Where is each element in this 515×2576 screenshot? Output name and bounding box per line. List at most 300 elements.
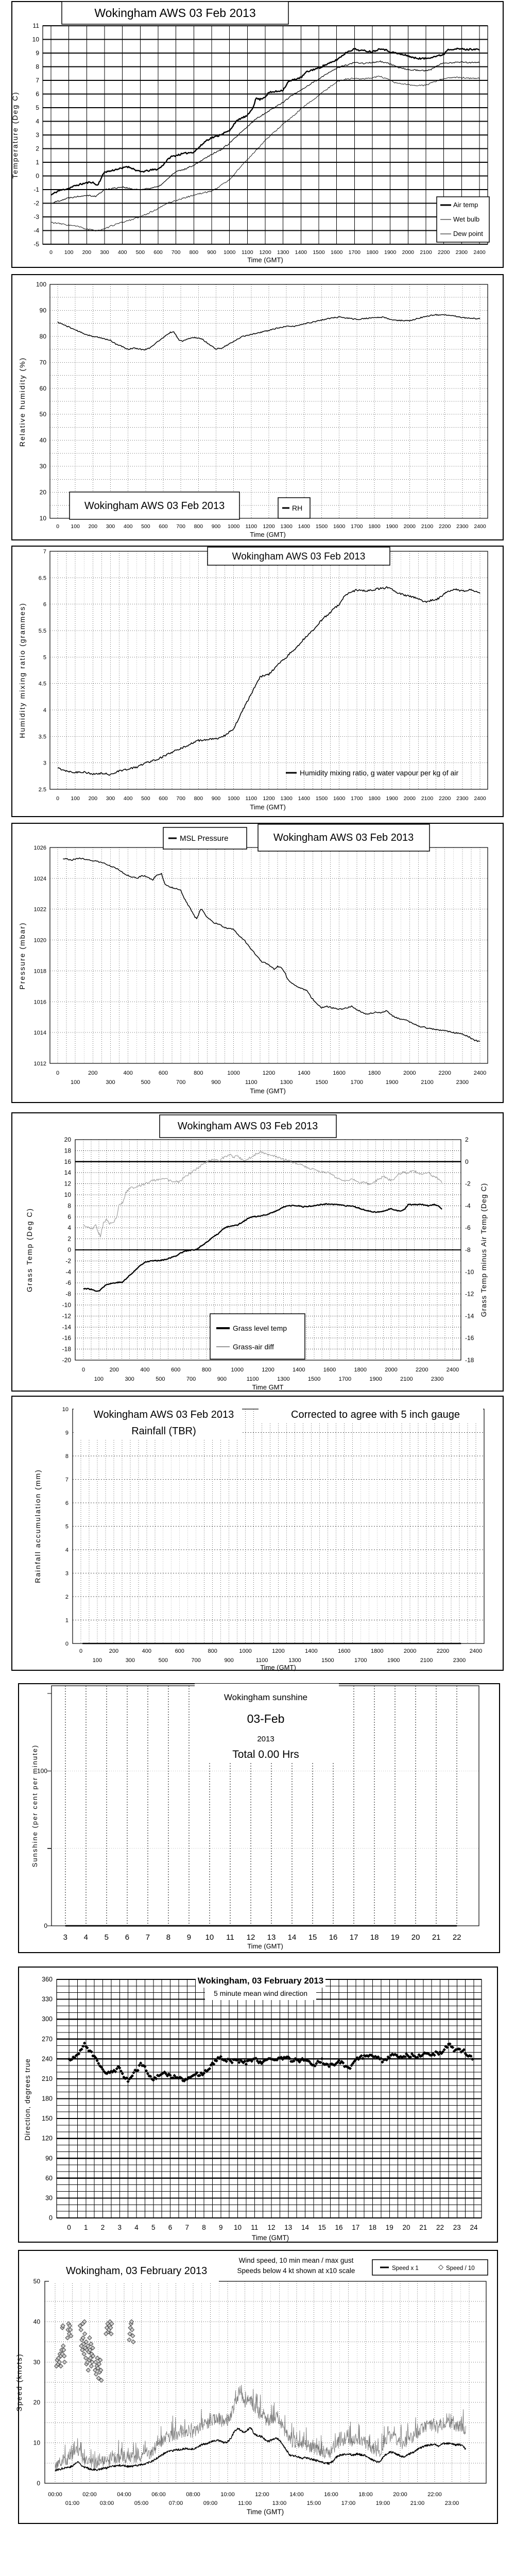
x-tick-label: 20:00 <box>393 2492 407 2498</box>
x-tick-label: 1800 <box>368 523 381 530</box>
x-tick-label: 0 <box>56 523 59 530</box>
y2-tick-label: -4 <box>465 1202 471 1210</box>
y2-tick-label: -16 <box>465 1334 474 1342</box>
y-tick-label: -1 <box>33 186 39 193</box>
y-tick-label: 5 <box>36 104 39 111</box>
x-tick-label: 700 <box>171 249 181 256</box>
x-tick-label: 11:00 <box>238 2500 252 2506</box>
x-tick-label: 1900 <box>387 1657 400 1664</box>
y-axis-label: Temperature (Deg C) <box>11 91 19 179</box>
x-axis-label: Time (GMT) <box>247 256 283 264</box>
x-tick-label: 2400 <box>446 1367 459 1373</box>
x-tick-label: 07:00 <box>168 2500 183 2506</box>
x-tick-label: 18 <box>368 2224 377 2231</box>
x-tick-label: 1200 <box>272 1648 285 1654</box>
y-tick-label: 10 <box>62 1406 68 1413</box>
y-axis-label: Rainfall accumulation (mm) <box>33 1469 42 1583</box>
x-tick-label: 1300 <box>280 523 293 530</box>
x-tick-label: 23 <box>453 2224 461 2231</box>
x-tick-label: 19:00 <box>375 2500 390 2506</box>
x-axis-label: Time (GMT) <box>246 2508 284 2516</box>
x-tick-label: 21 <box>419 2224 427 2231</box>
x-tick-label: 1400 <box>293 1367 305 1373</box>
x-tick-label: 6 <box>125 1933 130 1942</box>
x-tick-label: 13 <box>284 2224 293 2231</box>
x-tick-label: 13:00 <box>272 2500 287 2506</box>
y-axis-label: Pressure (mbar) <box>18 922 26 990</box>
x-tick-label: 1600 <box>333 1070 346 1076</box>
y-tick-label: 9 <box>65 1430 68 1436</box>
panel-title: Wokingham AWS 03 Feb 2013 <box>232 551 366 562</box>
y-tick-label: 150 <box>42 2115 53 2123</box>
x-tick-label: 600 <box>158 1070 168 1076</box>
x-tick-label: 200 <box>88 523 98 530</box>
x-tick-label: 600 <box>175 1648 184 1654</box>
x-tick-label: 20 <box>402 2224 410 2231</box>
x-tick-label: 200 <box>88 1070 98 1076</box>
x-tick-label: 19 <box>390 1933 400 1942</box>
x-tick-label: 300 <box>125 1657 135 1664</box>
x-tick-label: 15 <box>308 1933 317 1942</box>
y-tick-label: 360 <box>42 1976 53 1983</box>
y2-axis-label: Grass Temp minus Air Temp (Deg C) <box>479 1182 488 1317</box>
y-tick-label: -4 <box>33 227 39 234</box>
y-tick-label: 4 <box>67 1224 71 1232</box>
y-tick-label: 1016 <box>33 999 46 1006</box>
x-tick-label: 900 <box>217 1376 227 1382</box>
x-tick-label: 300 <box>106 523 115 530</box>
x-tick-label: 1500 <box>321 1657 334 1664</box>
x-tick-label: 2200 <box>436 1648 450 1654</box>
x-tick-label: 1200 <box>263 523 275 530</box>
y-tick-label: 1022 <box>33 906 46 913</box>
x-tick-label: 14 <box>287 1933 297 1942</box>
x-tick-label: 0 <box>81 1367 85 1373</box>
x-tick-label: 1500 <box>315 1079 328 1086</box>
x-tick-label: 400 <box>123 795 133 802</box>
x-tick-label: 5 <box>151 2224 156 2231</box>
x-tick-label: 2200 <box>438 523 451 530</box>
x-tick-label: 22:00 <box>427 2492 442 2498</box>
x-axis-label: Time (GMT) <box>250 803 286 811</box>
y2-tick-label: -8 <box>465 1246 471 1253</box>
x-tick-label: 21 <box>432 1933 441 1942</box>
y-tick-label: -2 <box>65 1257 71 1265</box>
y-tick-label: 10 <box>64 1191 71 1198</box>
panel-date: 03-Feb <box>247 1712 285 1725</box>
x-tick-label: 08:00 <box>186 2492 200 2498</box>
y-tick-label: 100 <box>37 1767 47 1775</box>
x-tick-label: 0 <box>56 795 59 802</box>
x-tick-label: 9 <box>186 1933 192 1942</box>
y-tick-label: -8 <box>65 1290 71 1298</box>
x-tick-label: 500 <box>141 795 150 802</box>
y-tick-label: 1012 <box>33 1061 46 1067</box>
y2-tick-label: -18 <box>465 1357 474 1364</box>
x-tick-label: 2200 <box>437 249 450 256</box>
y-tick-label: 6 <box>65 1500 68 1506</box>
x-tick-label: 01:00 <box>65 2500 80 2506</box>
x-tick-label: 5 <box>104 1933 109 1942</box>
y-tick-label: 6 <box>36 90 39 98</box>
x-tick-label: 1000 <box>227 1070 240 1076</box>
x-tick-label: 1200 <box>262 1070 276 1076</box>
x-tick-label: 1800 <box>366 249 379 256</box>
x-tick-label: 11 <box>226 1933 234 1942</box>
x-tick-label: 1400 <box>298 795 311 802</box>
x-tick-label: 8 <box>166 1933 171 1942</box>
y2-tick-label: -14 <box>465 1312 474 1320</box>
x-tick-label: 1600 <box>333 523 346 530</box>
x-tick-label: 2300 <box>453 1657 466 1664</box>
panel-title: Wokingham AWS 03 Feb 2013 <box>273 832 414 843</box>
panel-title: Wokingham sunshine <box>224 1692 308 1702</box>
y-tick-label: 7 <box>36 77 39 84</box>
y-tick-label: 10 <box>39 515 46 522</box>
y-tick-label: 0 <box>37 2480 40 2487</box>
x-tick-label: 05:00 <box>134 2500 149 2506</box>
y-tick-label: 0 <box>44 1922 47 1929</box>
legend-label: Air temp <box>453 201 478 209</box>
legend-label: Humidity mixing ratio, g water vapour per kg of air <box>300 769 459 777</box>
x-tick-label: 300 <box>106 1079 115 1086</box>
x-tick-label: 100 <box>71 523 80 530</box>
y-tick-label: 70 <box>39 359 46 366</box>
y-tick-label: 2.5 <box>38 787 46 793</box>
y-tick-label: 3 <box>43 760 46 767</box>
x-tick-label: 2000 <box>403 1648 417 1654</box>
x-tick-label: 2100 <box>420 249 432 256</box>
y-tick-label: 5.5 <box>38 628 46 634</box>
x-tick-label: 10:00 <box>220 2492 235 2498</box>
y-tick-label: 120 <box>42 2134 53 2142</box>
x-tick-label: 2000 <box>402 249 415 256</box>
y-tick-label: 10 <box>32 36 39 43</box>
y-tick-label: -18 <box>62 1345 71 1353</box>
x-tick-label: 06:00 <box>151 2492 166 2498</box>
y-tick-label: -10 <box>62 1301 71 1309</box>
y-tick-label: -16 <box>62 1334 71 1342</box>
legend-label: Grass level temp <box>233 1324 287 1332</box>
y-tick-label: -12 <box>62 1312 71 1320</box>
x-tick-label: 10 <box>205 1933 214 1942</box>
y-tick-label: 4 <box>36 117 39 125</box>
x-tick-label: 500 <box>158 1657 168 1664</box>
x-tick-label: 20 <box>411 1933 420 1942</box>
x-tick-label: 22 <box>452 1933 461 1942</box>
y-axis-label: Humidity mixing ratio (grammes) <box>18 602 26 738</box>
y-tick-label: 80 <box>39 332 46 340</box>
x-tick-label: 800 <box>194 795 203 802</box>
x-tick-label: 700 <box>186 1376 196 1382</box>
y-tick-label: 4 <box>65 1547 68 1553</box>
x-tick-label: 1300 <box>288 1657 301 1664</box>
panel-title: Wokingham AWS 03 Feb 2013 <box>84 500 225 512</box>
x-tick-label: 1900 <box>386 523 398 530</box>
y2-tick-label: -2 <box>465 1180 471 1188</box>
x-tick-label: 2100 <box>400 1376 413 1382</box>
y-tick-label: 40 <box>39 436 46 444</box>
x-tick-label: 1900 <box>369 1376 382 1382</box>
y2-tick-label: 0 <box>465 1158 469 1165</box>
x-tick-label: 300 <box>106 795 115 802</box>
y-tick-label: 10 <box>33 2439 40 2447</box>
panel-year: 2013 <box>257 1735 274 1743</box>
x-tick-label: 2200 <box>438 1070 451 1076</box>
panel-title: Wokingham, 03 February 2013 <box>66 2265 208 2277</box>
y-tick-label: 40 <box>33 2318 40 2326</box>
x-tick-label: 500 <box>141 1079 151 1086</box>
x-tick-label: 23:00 <box>444 2500 459 2506</box>
x-tick-label: 12:00 <box>255 2492 269 2498</box>
x-tick-label: 14:00 <box>289 2492 304 2498</box>
x-tick-label: 2400 <box>473 1070 487 1076</box>
x-tick-label: 2400 <box>474 523 486 530</box>
x-tick-label: 400 <box>142 1648 152 1654</box>
x-tick-label: 1000 <box>239 1648 252 1654</box>
x-tick-label: 1900 <box>385 1079 399 1086</box>
x-tick-label: 0 <box>79 1648 83 1654</box>
x-tick-label: 17 <box>352 2224 360 2231</box>
x-tick-label: 1000 <box>223 249 236 256</box>
y-tick-label: 8 <box>36 63 39 71</box>
x-tick-label: 400 <box>140 1367 150 1373</box>
panel-subtitle2: Speeds below 4 kt shown at x10 scale <box>237 2267 355 2275</box>
x-tick-label: 2400 <box>474 795 486 802</box>
x-tick-label: 600 <box>171 1367 181 1373</box>
y-tick-label: 20 <box>64 1136 71 1143</box>
x-tick-label: 22 <box>436 2224 444 2231</box>
panel-total: Total 0.00 Hrs <box>232 1749 299 1760</box>
y-tick-label: 50 <box>39 411 46 418</box>
legend-label: Grass-air diff <box>233 1343 274 1351</box>
y-tick-label: 4 <box>43 707 46 714</box>
x-tick-label: 700 <box>176 523 185 530</box>
x-tick-label: 2000 <box>403 523 416 530</box>
y-tick-label: 1018 <box>33 968 46 975</box>
x-tick-label: 2100 <box>421 795 434 802</box>
x-tick-label: 1000 <box>231 1367 244 1373</box>
y-axis-label: Grass Temp (Deg C) <box>25 1207 33 1293</box>
x-tick-label: 24 <box>470 2224 478 2231</box>
x-tick-label: 500 <box>135 249 145 256</box>
panel-annotation: Corrected to agree with 5 inch gauge <box>291 1409 460 1420</box>
y-tick-label: 0 <box>49 2214 53 2222</box>
x-tick-label: 13 <box>267 1933 276 1942</box>
x-axis-label: Time (GMT) <box>250 531 286 538</box>
x-tick-label: 600 <box>153 249 163 256</box>
legend-label: Speed x 1 <box>392 2265 419 2272</box>
x-tick-label: 18 <box>370 1933 379 1942</box>
x-tick-label: 1500 <box>315 523 328 530</box>
x-tick-label: 2300 <box>455 249 468 256</box>
x-tick-label: 900 <box>224 1657 234 1664</box>
x-axis-label: Time (GMT) <box>260 1664 296 1671</box>
y-tick-label: 6 <box>43 601 46 608</box>
x-tick-label: 1800 <box>371 1648 384 1654</box>
x-tick-label: 800 <box>194 523 203 530</box>
x-tick-label: 1900 <box>384 249 397 256</box>
x-tick-label: 1700 <box>354 1657 367 1664</box>
x-tick-label: 14 <box>301 2224 310 2231</box>
y-tick-label: 1020 <box>33 937 46 944</box>
x-tick-label: 12 <box>246 1933 255 1942</box>
x-tick-label: 1600 <box>338 1648 351 1654</box>
y-tick-label: -2 <box>33 199 39 207</box>
x-tick-label: 1800 <box>354 1367 367 1373</box>
x-tick-label: 1900 <box>386 795 398 802</box>
x-tick-label: 2100 <box>421 1079 434 1086</box>
y-tick-label: 30 <box>45 2194 53 2202</box>
y-tick-label: 20 <box>39 488 46 496</box>
x-tick-label: 100 <box>92 1657 102 1664</box>
x-tick-label: 2400 <box>473 249 486 256</box>
panel-title: Wokingham, 03 February 2013 <box>197 1976 324 1986</box>
x-tick-label: 7 <box>145 1933 150 1942</box>
x-tick-label: 03:00 <box>99 2500 114 2506</box>
legend-label: Wet bulb <box>453 215 480 223</box>
x-tick-label: 3 <box>63 1933 67 1942</box>
y-axis-label: Sunshine (per cent per minute) <box>31 1744 39 1868</box>
y-tick-label: 8 <box>65 1453 68 1460</box>
y-tick-label: 330 <box>42 1995 53 2003</box>
x-tick-label: 400 <box>117 249 127 256</box>
x-tick-label: 0 <box>67 2224 71 2231</box>
y-tick-label: 0 <box>36 172 39 180</box>
y-tick-label: -4 <box>65 1268 71 1276</box>
x-tick-label: 21:00 <box>410 2500 425 2506</box>
x-tick-label: 00:00 <box>48 2492 62 2498</box>
x-tick-label: 1800 <box>368 1070 381 1076</box>
y-tick-label: 0 <box>67 1246 71 1253</box>
x-tick-label: 1700 <box>351 795 363 802</box>
x-tick-label: 1500 <box>315 795 328 802</box>
x-tick-label: 1300 <box>277 249 289 256</box>
x-tick-label: 500 <box>156 1376 165 1382</box>
x-tick-label: 200 <box>88 795 98 802</box>
y2-tick-label: 2 <box>465 1136 469 1143</box>
x-tick-label: 1000 <box>227 523 240 530</box>
x-tick-label: 1400 <box>298 523 311 530</box>
y-tick-label: 2 <box>36 145 39 152</box>
y-tick-label: 6.5 <box>38 575 46 582</box>
x-tick-label: 2000 <box>385 1367 398 1373</box>
y-tick-label: 20 <box>33 2399 40 2406</box>
x-tick-label: 16:00 <box>324 2492 338 2498</box>
y-tick-label: -6 <box>65 1279 71 1287</box>
y-tick-label: 60 <box>45 2174 53 2182</box>
x-tick-label: 8 <box>202 2224 206 2231</box>
panel-title: Wokingham AWS 03 Feb 2013 <box>94 6 256 20</box>
x-tick-label: 1500 <box>307 1376 321 1382</box>
x-tick-label: 700 <box>176 1079 186 1086</box>
y2-tick-label: -6 <box>465 1224 471 1232</box>
x-tick-label: 7 <box>185 2224 190 2231</box>
panel-title: Wokingham AWS 03 Feb 2013 <box>93 1409 234 1420</box>
x-tick-label: 400 <box>123 523 133 530</box>
panel-title: Wokingham AWS 03 Feb 2013 <box>177 1121 318 1132</box>
y-tick-label: 1 <box>65 1617 68 1624</box>
panel-subtitle: Wind speed, 10 min mean / max gust <box>238 2257 354 2264</box>
x-tick-label: 2300 <box>456 523 469 530</box>
x-tick-label: 500 <box>141 523 150 530</box>
y-tick-label: 14 <box>64 1169 71 1177</box>
y-tick-label: 300 <box>42 2015 53 2023</box>
y-tick-label: 210 <box>42 2075 53 2082</box>
x-tick-label: 6 <box>168 2224 173 2231</box>
y-tick-label: -5 <box>33 241 39 248</box>
x-tick-label: 800 <box>189 249 199 256</box>
y-tick-label: 5 <box>43 654 46 661</box>
y-tick-label: 3 <box>65 1570 68 1577</box>
x-tick-label: 300 <box>125 1376 134 1382</box>
y-tick-label: 18 <box>64 1147 71 1155</box>
x-tick-label: 2000 <box>403 795 416 802</box>
x-tick-label: 1700 <box>351 523 363 530</box>
y-tick-label: -3 <box>33 213 39 221</box>
y-tick-label: 3.5 <box>38 734 46 740</box>
y-tick-label: 1014 <box>33 1030 46 1037</box>
y-tick-label: 6 <box>67 1213 71 1221</box>
x-tick-label: 1100 <box>246 1376 259 1382</box>
y-tick-label: 8 <box>67 1202 71 1210</box>
y-tick-label: 11 <box>32 22 39 29</box>
x-tick-label: 900 <box>207 249 216 256</box>
x-tick-label: 200 <box>109 1367 119 1373</box>
x-tick-label: 10 <box>233 2224 242 2231</box>
x-tick-label: 2 <box>100 2224 105 2231</box>
y-tick-label: 1 <box>36 159 39 166</box>
y-tick-label: 90 <box>45 2155 53 2162</box>
x-tick-label: 400 <box>123 1070 133 1076</box>
x-axis-label: Time (GMT) <box>247 1942 283 1950</box>
x-tick-label: 15:00 <box>306 2500 321 2506</box>
x-tick-label: 1000 <box>227 795 240 802</box>
x-tick-label: 600 <box>159 795 168 802</box>
x-tick-label: 1700 <box>350 1079 364 1086</box>
x-tick-label: 1400 <box>298 1070 311 1076</box>
x-tick-label: 1400 <box>295 249 307 256</box>
x-tick-label: 12 <box>267 2224 276 2231</box>
x-tick-label: 700 <box>176 795 185 802</box>
x-tick-label: 02:00 <box>82 2492 97 2498</box>
legend-label: Dew point <box>453 230 483 238</box>
x-tick-label: 18:00 <box>358 2492 373 2498</box>
x-tick-label: 1200 <box>259 249 271 256</box>
x-tick-label: 1800 <box>368 795 381 802</box>
x-tick-label: 800 <box>201 1367 212 1373</box>
x-tick-label: 1600 <box>333 795 346 802</box>
x-tick-label: 2300 <box>456 1079 469 1086</box>
x-tick-label: 16 <box>329 1933 338 1942</box>
x-tick-label: 200 <box>109 1648 119 1654</box>
y-tick-label: 16 <box>64 1158 71 1165</box>
x-tick-label: 1100 <box>255 1657 268 1664</box>
y-axis-label: Speed (knots) <box>15 2353 23 2412</box>
x-tick-label: 2000 <box>403 1070 416 1076</box>
x-tick-label: 2300 <box>456 795 469 802</box>
y2-tick-label: -10 <box>465 1268 474 1276</box>
x-tick-label: 1100 <box>245 795 258 802</box>
y-tick-label: 5 <box>65 1523 68 1530</box>
y-tick-label: 30 <box>33 2358 40 2366</box>
x-tick-label: 1200 <box>262 1367 274 1373</box>
x-tick-label: 1600 <box>323 1367 336 1373</box>
y-tick-label: 30 <box>39 463 46 470</box>
x-tick-label: 200 <box>82 249 92 256</box>
y-tick-label: 180 <box>42 2095 53 2103</box>
y-tick-label: 3 <box>36 131 39 139</box>
